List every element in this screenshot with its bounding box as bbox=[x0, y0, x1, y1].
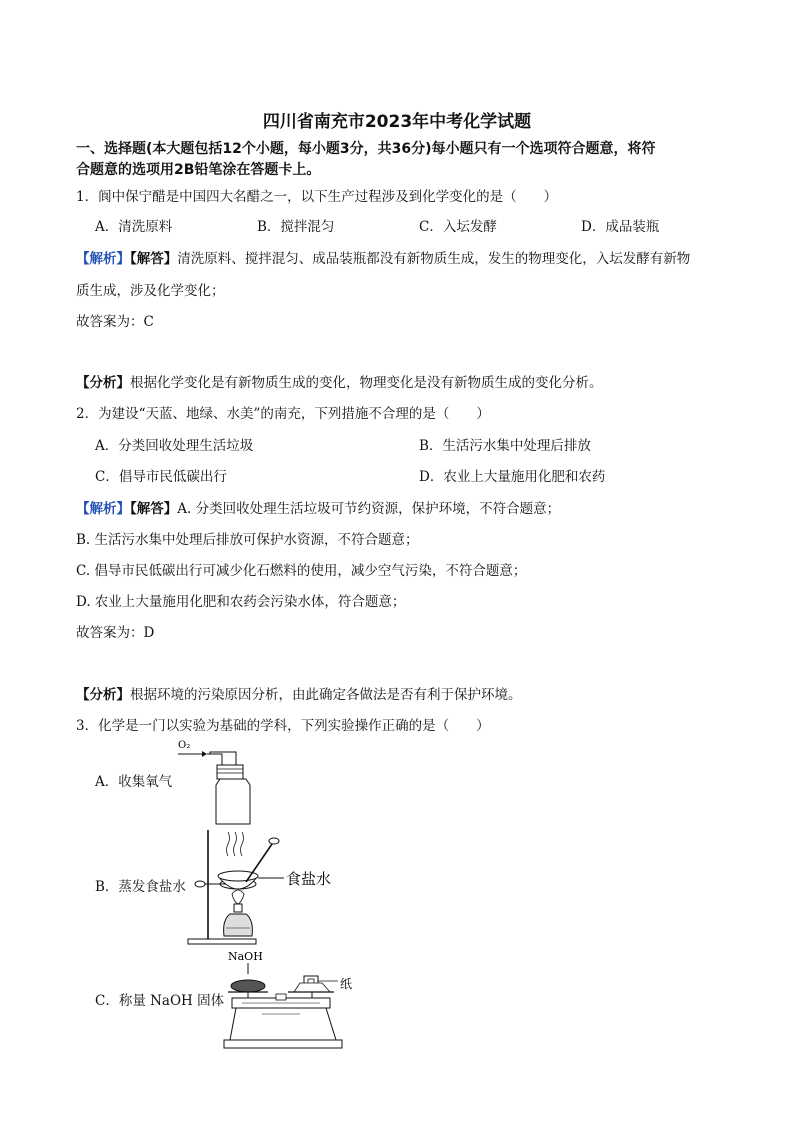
q1-fenxi-text: 根据化学变化是有新物质生成的变化，物理变化是没有新物质生成的变化分析。 bbox=[130, 375, 603, 391]
fenxi-tag: 【分析】 bbox=[76, 375, 130, 391]
q2-stem: 2．为建设“天蓝、地绿、水美”的南充，下列措施不合理的是（ ） bbox=[76, 406, 490, 422]
q2-jieda-text1: A. 分类回收处理生活垃圾可节约资源，保护环境，不符合题意； bbox=[177, 501, 561, 517]
q1-option-b: B．搅拌混匀 bbox=[257, 219, 335, 235]
q1-answer: 故答案为：C bbox=[76, 314, 154, 330]
q2-fenxi-text: 根据环境的污染原因分析，由此确定各做法是否有利于保护环境。 bbox=[130, 687, 522, 703]
q2-solution-line3: C. 倡导市民低碳出行可减少化石燃料的使用，减少空气污染，不符合题意； bbox=[76, 563, 527, 579]
naoh-label: NaOH bbox=[228, 950, 263, 963]
q2-answer: 故答案为：D bbox=[76, 625, 155, 641]
evaporation-figure bbox=[186, 828, 346, 946]
q2-option-a: A．分类回收处理生活垃圾 bbox=[95, 438, 254, 454]
q1-option-c: C．入坛发酵 bbox=[419, 219, 497, 235]
q3-option-a: A．收集氧气 bbox=[95, 774, 173, 790]
q2-solution-line4: D. 农业上大量施用化肥和农药会污染水体，符合题意； bbox=[76, 594, 406, 610]
q1-option-d: D．成品装瓶 bbox=[581, 219, 660, 235]
q1-jieda-text1: 清洗原料、搅拌混匀、成品装瓶都没有新物质生成，发生的物理变化，入坛发酵有新物 bbox=[177, 251, 691, 267]
q2-option-b: B．生活污水集中处理后排放 bbox=[419, 438, 591, 454]
balance-figure bbox=[222, 948, 362, 1052]
section-heading-line2: 合题意的选项用2B铅笔涂在答题卡上。 bbox=[76, 162, 321, 178]
o2-label: O₂ bbox=[178, 740, 191, 751]
q3-stem: 3．化学是一门以实验为基础的学科，下列实验操作正确的是（ ） bbox=[76, 718, 490, 734]
section-heading-line1: 一、选择题(本大题包括12个小题，每小题3分，共36分)每小题只有一个选项符合题意，将符 bbox=[76, 141, 656, 157]
paper-label: 纸 bbox=[340, 977, 353, 991]
q1-solution-line1 bbox=[76, 250, 690, 268]
q2-option-d: D．农业上大量施用化肥和农药 bbox=[419, 469, 606, 485]
q3-option-c: C．称量 NaOH 固体 bbox=[95, 993, 225, 1009]
jiexi-tag: 【解析】 bbox=[76, 251, 130, 267]
page-title: 四川省南充市2023年中考化学试题 bbox=[262, 112, 532, 132]
q1-solution-line2: 质生成，涉及化学变化； bbox=[76, 283, 225, 299]
q3-option-b: B．蒸发食盐水 bbox=[95, 879, 186, 895]
q1-stem: 1．阆中保宁醋是中国四大名醋之一，以下生产过程涉及到化学变化的是（ ） bbox=[76, 189, 558, 205]
q2-option-c: C．倡导市民低碳出行 bbox=[95, 469, 227, 485]
fenxi-tag: 【分析】 bbox=[76, 687, 130, 703]
q2-solution-line1 bbox=[76, 500, 560, 518]
q1-option-a: A．清洗原料 bbox=[95, 219, 173, 235]
gas-collection-bottle-figure bbox=[176, 738, 266, 828]
salt-water-label: 食盐水 bbox=[286, 870, 332, 888]
jieda-tag: 【解答】 bbox=[130, 501, 178, 517]
q2-solution-line2: B. 生活污水集中处理后排放可保护水资源，不符合题意； bbox=[76, 532, 419, 548]
jieda-tag: 【解答】 bbox=[130, 251, 178, 267]
q2-analysis bbox=[76, 686, 522, 704]
jiexi-tag: 【解析】 bbox=[76, 501, 130, 517]
q1-analysis bbox=[76, 374, 603, 392]
